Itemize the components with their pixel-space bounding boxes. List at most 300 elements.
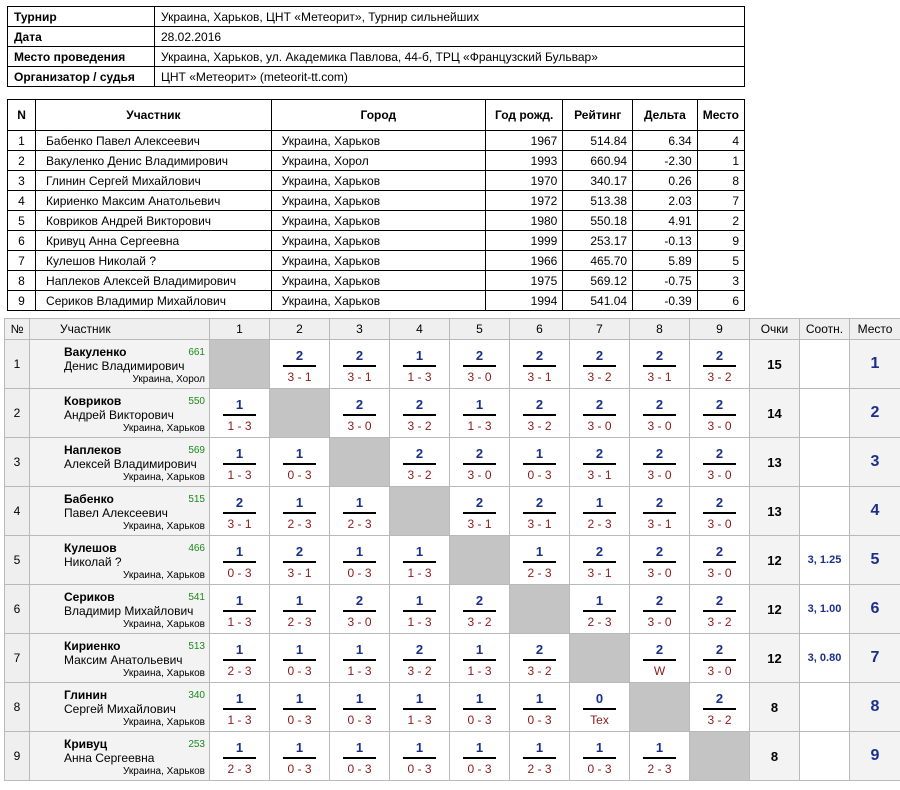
game-cell — [390, 585, 450, 634]
game-score: 3 - 2 — [407, 468, 432, 482]
game-cell — [570, 683, 630, 732]
participant-cell: 4 — [8, 191, 36, 211]
header-opponent: 8 — [630, 319, 690, 340]
game-points: 1 — [295, 446, 304, 461]
row-number — [5, 389, 30, 438]
game-divider — [403, 365, 436, 367]
game-divider — [643, 512, 676, 514]
game-cell — [330, 634, 390, 683]
participant-cell: -0.75 — [633, 271, 698, 291]
game-points: 2 — [235, 495, 244, 510]
game-divider — [703, 610, 736, 612]
game-score: 0 - 3 — [407, 762, 432, 776]
tiebreak-ratio — [800, 340, 850, 389]
game-cell — [450, 683, 510, 732]
game-divider — [283, 659, 316, 661]
total-points: 15 — [750, 340, 800, 389]
total-points: 8 — [750, 732, 800, 781]
game-score: 0 - 3 — [527, 468, 552, 482]
player-cell — [30, 487, 210, 536]
player-cell — [30, 634, 210, 683]
game-divider — [523, 512, 556, 514]
info-value: ЦНТ «Метеорит» (meteorit-tt.com) — [155, 67, 745, 87]
game-score: 3 - 0 — [707, 566, 732, 580]
player-rating: 515 — [188, 494, 205, 505]
game-cell — [390, 438, 450, 487]
game-score: 3 - 0 — [347, 419, 372, 433]
player-city: Украина, Харьков — [123, 668, 205, 679]
game-points: 2 — [715, 397, 724, 412]
game-cell — [690, 585, 750, 634]
game-points: 2 — [295, 544, 304, 559]
game-score: 3 - 2 — [707, 370, 732, 384]
game-cell — [690, 389, 750, 438]
game-score: 3 - 1 — [527, 517, 552, 531]
participant-cell: 9 — [8, 291, 36, 311]
row-number — [5, 732, 30, 781]
game-points: 2 — [655, 397, 664, 412]
player-rating: 661 — [188, 347, 205, 358]
game-score: 0 - 3 — [227, 566, 252, 580]
player-first-name: Андрей Викторович — [64, 408, 174, 422]
game-cell — [450, 487, 510, 536]
participant-cell: 3 — [697, 271, 744, 291]
participant-cell: Глинин Сергей Михайлович — [36, 171, 272, 191]
info-row — [8, 47, 745, 67]
info-value: Украина, Харьков, ЦНТ «Метеорит», Турнир сильнейших — [155, 7, 745, 27]
participant-cell: Кириенко Максим Анатольевич — [36, 191, 272, 211]
row-number — [5, 487, 30, 536]
game-points: 1 — [535, 446, 544, 461]
game-divider — [463, 365, 496, 367]
player-last-name: Глинин — [64, 688, 108, 702]
game-score: 3 - 1 — [287, 566, 312, 580]
game-cell — [450, 634, 510, 683]
game-points: 2 — [295, 348, 304, 363]
game-cell — [450, 732, 510, 781]
game-score: 3 - 2 — [587, 370, 612, 384]
self-cell — [450, 536, 510, 585]
game-score: 3 - 2 — [407, 419, 432, 433]
row-number — [5, 683, 30, 732]
cross-row — [5, 438, 900, 487]
self-cell — [630, 683, 690, 732]
player-cell — [30, 683, 210, 732]
participant-cell: 1966 — [485, 251, 562, 271]
game-points: 2 — [595, 446, 604, 461]
participant-cell: 569.12 — [563, 271, 633, 291]
participants-header: Участник — [36, 100, 272, 131]
game-points: 1 — [235, 397, 244, 412]
tiebreak-ratio — [800, 389, 850, 438]
game-score: 3 - 0 — [647, 468, 672, 482]
game-score: 3 - 1 — [227, 517, 252, 531]
game-score: 3 - 2 — [707, 713, 732, 727]
game-cell — [390, 340, 450, 389]
game-score: 3 - 0 — [347, 615, 372, 629]
self-cell — [390, 487, 450, 536]
game-points: 1 — [295, 691, 304, 706]
participant-row — [8, 131, 745, 151]
game-divider — [583, 414, 616, 416]
game-points: 2 — [715, 642, 724, 657]
participant-cell: 2 — [8, 151, 36, 171]
game-points: 2 — [475, 348, 484, 363]
game-score: 0 - 3 — [347, 566, 372, 580]
game-points: 2 — [475, 495, 484, 510]
game-points: 1 — [295, 593, 304, 608]
game-score: 3 - 2 — [527, 419, 552, 433]
game-score: 3 - 1 — [347, 370, 372, 384]
game-cell — [690, 340, 750, 389]
game-points: 0 — [595, 691, 604, 706]
final-place: 3 — [850, 438, 900, 487]
participant-cell: 5 — [8, 211, 36, 231]
game-cell — [450, 340, 510, 389]
player-rating: 466 — [188, 543, 205, 554]
player-city: Украина, Харьков — [123, 521, 205, 532]
game-cell — [390, 634, 450, 683]
game-cell — [570, 536, 630, 585]
game-score: 0 - 3 — [467, 762, 492, 776]
game-points: 1 — [415, 593, 424, 608]
game-score: 3 - 1 — [587, 468, 612, 482]
game-cell — [630, 732, 690, 781]
participant-row — [8, 211, 745, 231]
game-cell — [270, 585, 330, 634]
game-cell — [210, 683, 270, 732]
game-cell — [570, 438, 630, 487]
game-cell — [510, 438, 570, 487]
header-opponent: 9 — [690, 319, 750, 340]
game-points: 2 — [655, 495, 664, 510]
game-points: 1 — [415, 740, 424, 755]
game-points: 1 — [355, 495, 364, 510]
game-score: 1 - 3 — [407, 615, 432, 629]
player-first-name: Анна Сергеевна — [64, 751, 155, 765]
game-points: 2 — [535, 397, 544, 412]
game-cell — [690, 438, 750, 487]
game-divider — [223, 414, 256, 416]
game-cell — [510, 340, 570, 389]
participant-cell: Украина, Харьков — [271, 191, 485, 211]
game-score: 2 - 3 — [527, 762, 552, 776]
game-points: 1 — [235, 446, 244, 461]
player-last-name: Вакуленко — [64, 345, 127, 359]
player-cell — [30, 536, 210, 585]
final-place: 4 — [850, 487, 900, 536]
participant-row — [8, 251, 745, 271]
game-cell — [690, 634, 750, 683]
player-first-name: Николай ? — [64, 555, 122, 569]
game-cell — [510, 536, 570, 585]
info-key: Дата — [8, 27, 155, 47]
cross-row — [5, 683, 900, 732]
game-score: 2 - 3 — [587, 517, 612, 531]
game-points: 2 — [415, 397, 424, 412]
tiebreak-ratio — [800, 683, 850, 732]
total-points: 13 — [750, 487, 800, 536]
game-divider — [523, 757, 556, 759]
game-points: 2 — [355, 397, 364, 412]
player-last-name: Сериков — [64, 590, 115, 604]
game-divider — [583, 708, 616, 710]
game-cell — [330, 585, 390, 634]
self-cell — [690, 732, 750, 781]
game-points: 1 — [595, 740, 604, 755]
game-divider — [643, 463, 676, 465]
game-score: 3 - 0 — [587, 419, 612, 433]
game-cell — [630, 340, 690, 389]
game-score: 1 - 3 — [227, 468, 252, 482]
game-divider — [523, 414, 556, 416]
game-divider — [703, 659, 736, 661]
game-divider — [343, 561, 376, 563]
game-points: 1 — [595, 495, 604, 510]
game-score: 0 - 3 — [527, 713, 552, 727]
game-divider — [703, 512, 736, 514]
participant-cell: 1999 — [485, 231, 562, 251]
header-opponent: 6 — [510, 319, 570, 340]
player-last-name: Ковриков — [64, 394, 122, 408]
row-number-text: 2 — [13, 406, 21, 420]
game-divider — [223, 757, 256, 759]
game-points: 1 — [475, 691, 484, 706]
game-divider — [403, 463, 436, 465]
game-divider — [343, 512, 376, 514]
participant-cell: -0.39 — [633, 291, 698, 311]
game-divider — [703, 561, 736, 563]
game-points: 1 — [235, 593, 244, 608]
game-points: 1 — [475, 740, 484, 755]
game-divider — [343, 708, 376, 710]
game-points: 2 — [655, 642, 664, 657]
participant-cell: Украина, Харьков — [271, 251, 485, 271]
game-score: 0 - 3 — [347, 713, 372, 727]
game-cell — [390, 536, 450, 585]
game-points: 1 — [295, 740, 304, 755]
game-divider — [343, 414, 376, 416]
player-cell — [30, 389, 210, 438]
total-points: 14 — [750, 389, 800, 438]
game-score: W — [653, 664, 666, 678]
game-divider — [223, 610, 256, 612]
game-divider — [283, 365, 316, 367]
game-points: 2 — [355, 348, 364, 363]
game-points: 1 — [235, 642, 244, 657]
game-points: 1 — [235, 740, 244, 755]
game-divider — [283, 757, 316, 759]
game-cell — [450, 585, 510, 634]
game-score: 1 - 3 — [407, 370, 432, 384]
participant-cell: 1967 — [485, 131, 562, 151]
game-points: 2 — [415, 446, 424, 461]
game-divider — [223, 708, 256, 710]
game-cell — [570, 732, 630, 781]
game-score: 2 - 3 — [227, 664, 252, 678]
participants-header: Рейтинг — [563, 100, 633, 131]
game-divider — [643, 414, 676, 416]
row-number-text: 1 — [13, 357, 21, 371]
row-number-text: 6 — [13, 602, 21, 616]
game-score: 3 - 1 — [527, 370, 552, 384]
game-cell — [210, 536, 270, 585]
player-first-name: Денис Владимирович — [64, 359, 185, 373]
game-divider — [583, 463, 616, 465]
game-score: 3 - 1 — [587, 566, 612, 580]
game-score: 3 - 2 — [407, 664, 432, 678]
game-divider — [403, 414, 436, 416]
participant-cell: 1975 — [485, 271, 562, 291]
game-divider — [463, 414, 496, 416]
game-divider — [703, 365, 736, 367]
game-score: 3 - 0 — [467, 468, 492, 482]
game-score: 1 - 3 — [407, 566, 432, 580]
player-rating: 550 — [188, 396, 205, 407]
game-points: 1 — [355, 691, 364, 706]
tiebreak-ratio: 3, 0.80 — [800, 634, 850, 683]
game-divider — [643, 365, 676, 367]
game-divider — [463, 463, 496, 465]
game-score: 0 - 3 — [287, 468, 312, 482]
participant-cell: -0.13 — [633, 231, 698, 251]
game-divider — [463, 708, 496, 710]
participant-cell: Украина, Харьков — [271, 131, 485, 151]
row-number — [5, 536, 30, 585]
player-last-name: Наплеков — [64, 443, 122, 457]
participant-cell: Украина, Харьков — [271, 171, 485, 191]
game-divider — [643, 561, 676, 563]
participant-cell: 8 — [8, 271, 36, 291]
game-points: 2 — [355, 593, 364, 608]
cross-header-row — [5, 319, 900, 340]
info-row — [8, 27, 745, 47]
final-place: 6 — [850, 585, 900, 634]
self-cell — [510, 585, 570, 634]
header-opponent: 5 — [450, 319, 510, 340]
game-divider — [523, 659, 556, 661]
self-cell — [330, 438, 390, 487]
game-divider — [703, 463, 736, 465]
total-points: 13 — [750, 438, 800, 487]
cross-row — [5, 585, 900, 634]
header-place: Место — [850, 319, 900, 340]
final-place: 7 — [850, 634, 900, 683]
final-place: 8 — [850, 683, 900, 732]
participant-cell: Ковриков Андрей Викторович — [36, 211, 272, 231]
game-score: 0 - 3 — [587, 762, 612, 776]
player-cell — [30, 732, 210, 781]
participant-cell: Украина, Харьков — [271, 291, 485, 311]
game-divider — [283, 512, 316, 514]
game-cell — [330, 487, 390, 536]
player-city: Украина, Харьков — [123, 423, 205, 434]
game-cell — [510, 732, 570, 781]
tiebreak-ratio — [800, 732, 850, 781]
game-score: 1 - 3 — [467, 419, 492, 433]
game-score: Tex — [590, 713, 609, 727]
game-score: 3 - 0 — [467, 370, 492, 384]
self-cell — [210, 340, 270, 389]
game-divider — [283, 610, 316, 612]
info-value: Украина, Харьков, ул. Академика Павлова, 44-б, ТРЦ «Французский Бульвар» — [155, 47, 745, 67]
game-divider — [583, 365, 616, 367]
cross-row — [5, 340, 900, 389]
game-points: 2 — [715, 691, 724, 706]
game-points: 1 — [295, 495, 304, 510]
tiebreak-ratio — [800, 438, 850, 487]
participant-cell: 253.17 — [563, 231, 633, 251]
total-points: 12 — [750, 585, 800, 634]
game-points: 2 — [655, 544, 664, 559]
player-cell — [30, 585, 210, 634]
game-divider — [643, 610, 676, 612]
game-points: 1 — [355, 740, 364, 755]
participant-cell: 513.38 — [563, 191, 633, 211]
player-last-name: Кривуц — [64, 737, 108, 751]
game-points: 1 — [655, 740, 664, 755]
game-points: 2 — [715, 544, 724, 559]
game-cell — [390, 683, 450, 732]
game-score: 1 - 3 — [227, 713, 252, 727]
game-divider — [583, 512, 616, 514]
participant-cell: 1970 — [485, 171, 562, 191]
game-score: 3 - 1 — [647, 370, 672, 384]
row-number — [5, 340, 30, 389]
game-points: 1 — [415, 348, 424, 363]
game-score: 1 - 3 — [227, 615, 252, 629]
game-cell — [510, 634, 570, 683]
game-score: 0 - 3 — [347, 762, 372, 776]
participant-cell: 1994 — [485, 291, 562, 311]
game-divider — [523, 365, 556, 367]
participant-row — [8, 291, 745, 311]
game-points: 2 — [535, 642, 544, 657]
cross-table — [4, 318, 900, 781]
final-place: 9 — [850, 732, 900, 781]
player-city: Украина, Харьков — [123, 472, 205, 483]
player-first-name: Алексей Владимирович — [64, 457, 197, 471]
participant-cell: 1972 — [485, 191, 562, 211]
player-last-name: Кулешов — [64, 541, 117, 555]
game-divider — [403, 610, 436, 612]
game-divider — [703, 414, 736, 416]
info-value: 28.02.2016 — [155, 27, 745, 47]
game-cell — [270, 683, 330, 732]
game-points: 1 — [415, 544, 424, 559]
game-score: 0 - 3 — [287, 713, 312, 727]
game-cell — [570, 389, 630, 438]
cross-row — [5, 634, 900, 683]
game-points: 2 — [655, 348, 664, 363]
game-divider — [283, 561, 316, 563]
participants-header: Город — [271, 100, 485, 131]
game-divider — [463, 610, 496, 612]
game-divider — [343, 365, 376, 367]
participant-cell: Кривуц Анна Сергеевна — [36, 231, 272, 251]
game-cell — [270, 634, 330, 683]
participant-cell: 5.89 — [633, 251, 698, 271]
player-city: Украина, Харьков — [123, 717, 205, 728]
participant-cell: -2.30 — [633, 151, 698, 171]
tournament-info-table — [7, 6, 745, 87]
participant-cell: 2 — [697, 211, 744, 231]
info-key: Турнир — [8, 7, 155, 27]
game-points: 1 — [535, 544, 544, 559]
participant-cell: 1993 — [485, 151, 562, 171]
participant-row — [8, 231, 745, 251]
game-points: 1 — [415, 691, 424, 706]
